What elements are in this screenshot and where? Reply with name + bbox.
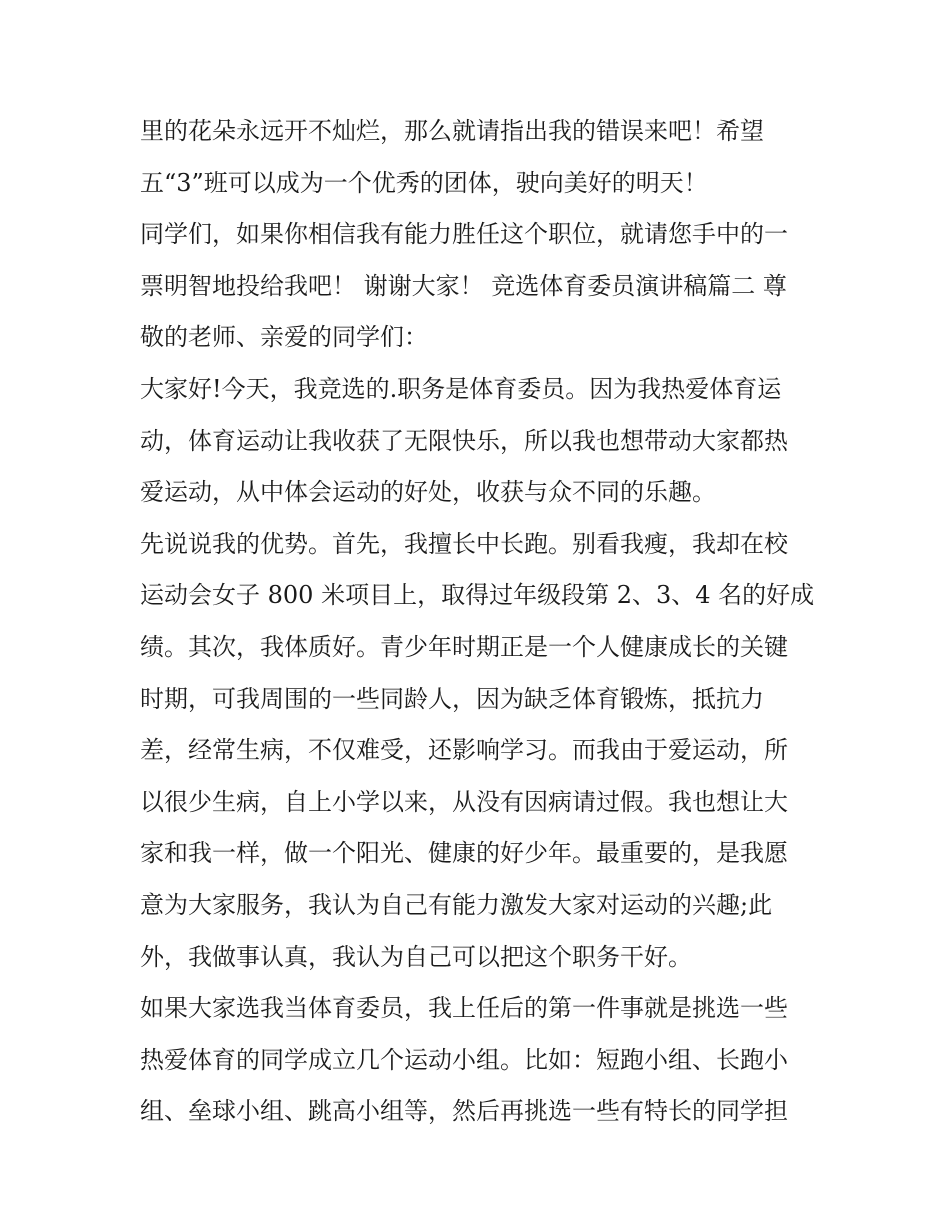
text-line: 以很少生病，自上小学以来，从没有因病请过假。我也想让大 [140,787,788,816]
text-line: 五“3”班可以成为一个优秀的团体，驶向美好的明天！ [140,168,708,197]
text-line: 运动会女子 800 米项目上，取得过年级段第 2、3、4 名的好成 [140,581,815,610]
text-line: 外，我做事认真，我认为自己可以把这个职务干好。 [140,942,692,971]
text-line: 绩。其次，我体质好。青少年时期正是一个人健康成长的关键 [140,632,788,661]
text-line: 大家好!今天，我竞选的.职务是体育委员。因为我热爱体育运 [140,374,782,403]
text-line: 热爱体育的同学成立几个运动小组。比如：短跑小组、长跑小 [140,1045,788,1074]
text-line: 时期，可我周围的一些同龄人，因为缺乏体育锻炼，抵抗力 [140,684,764,713]
text-line: 爱运动，从中体会运动的好处，收获与众不同的乐趣。 [140,478,716,507]
text-line: 意为大家服务，我认为自己有能力激发大家对运动的兴趣;此 [140,890,773,919]
text-line: 敬的老师、亲爱的同学们： [140,323,428,352]
text-line: 里的花朵永远开不灿烂，那么就请指出我的错误来吧！希望 [140,117,764,145]
text-line: 先说说我的优势。首先，我擅长中长跑。别看我瘦，我却在校 [140,529,788,558]
text-line: 如果大家选我当体育委员，我上任后的第一件事就是挑选一些 [140,994,788,1023]
text-line: 票明智地投给我吧！ 谢谢大家！ 竞选体育委员演讲稿篇二 尊 [140,271,787,300]
text-line: 同学们，如果你相信我有能力胜任这个职位，就请您手中的一 [140,220,788,249]
text-line: 家和我一样，做一个阳光、健康的好少年。最重要的，是我愿 [140,839,788,868]
text-line: 组、垒球小组、跳高小组等，然后再挑选一些有特长的同学担 [140,1097,788,1126]
text-line: 差，经常生病，不仅难受，还影响学习。而我由于爱运动，所 [140,736,788,765]
speech-text [140,106,820,1138]
text-line: 动，体育运动让我收获了无限快乐，所以我也想带动大家都热 [140,426,788,455]
